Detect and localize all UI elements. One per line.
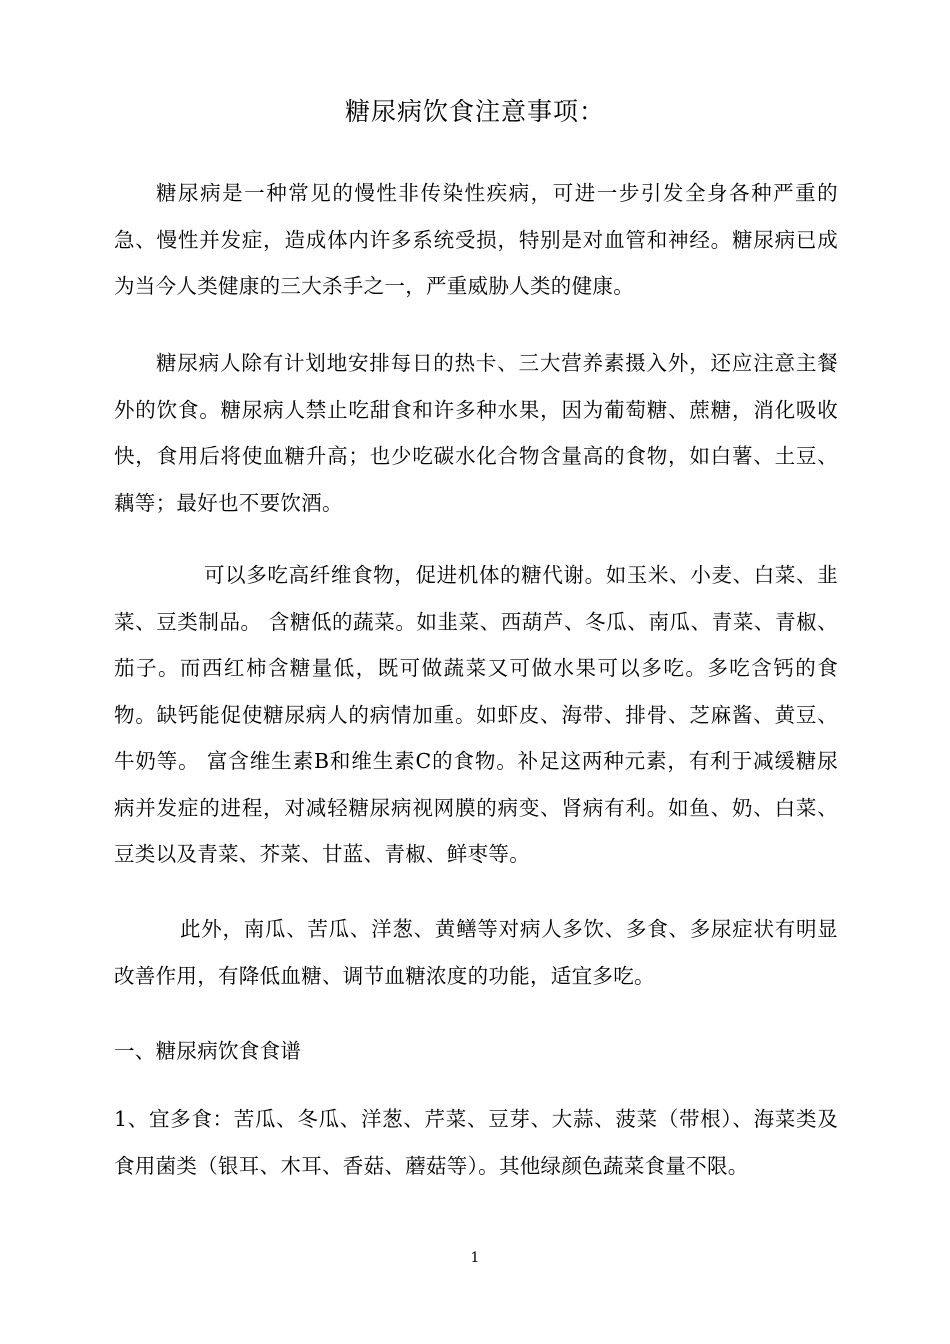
paragraph-diet-restrictions: 糖尿病人除有计划地安排每日的热卡、三大营养素摄入外，还应注意主餐外的饮食。糖尿病人禁止吃甜食和许多种水果，因为葡萄糖、蔗糖，消化吸收快，食用后将使血糖升高；也少吃碳水化合物含量高的食物，如白薯、土豆、藕等；最好也不要饮酒。 <box>114 351 838 515</box>
paragraph-additional-foods: 此外，南瓜、苦瓜、洋葱、黄鳝等对病人多饮、多食、多尿症状有明显改善作用，有降低血糖、调节血糖浓度的功能，适宜多吃。 <box>114 917 838 988</box>
document-title: 糖尿病饮食注意事项： <box>344 97 605 126</box>
page-number: 1 <box>470 1250 480 1266</box>
paragraph-introduction: 糖尿病是一种常见的慢性非传染性疾病，可进一步引发全身各种严重的急、慢性并发症，造成体内许多系统受损，特别是对血管和神经。糖尿病已成为当今人类健康的三大杀手之一，严重威胁人类的健康。 <box>114 181 838 298</box>
section-heading: 一、糖尿病饮食食谱 <box>114 1039 302 1063</box>
paragraph-recommended-foods: 可以多吃高纤维食物，促进机体的糖代谢。如玉米、小麦、白菜、韭菜、豆类制品。 含糖低的蔬菜。如韭菜、西葫芦、冬瓜、南瓜、青菜、青椒、茄子。而西红柿含糖量低，既可做蔬菜又可做水果可以多吃。多吃含钙的食物。缺钙能促使糖尿病人的病情加重。如虾皮、海带、排骨、芝麻酱、黄豆、牛奶等。 富含维生素B和维生素C的食物。补足这两种元素，有利于减缓糖尿病并发症的进程，对减轻糖尿病视网膜的病变、肾病有利。如鱼、奶、白菜、豆类以及青菜、芥菜、甘蓝、青椒、鲜枣等。 <box>114 563 838 866</box>
list-item: 1、宜多食：苦瓜、冬瓜、洋葱、芹菜、豆芽、大蒜、菠菜（带根）、海菜类及食用菌类（银耳、木耳、香菇、蘑菇等）。其他绿颜色蔬菜食量不限。 <box>114 1107 838 1178</box>
